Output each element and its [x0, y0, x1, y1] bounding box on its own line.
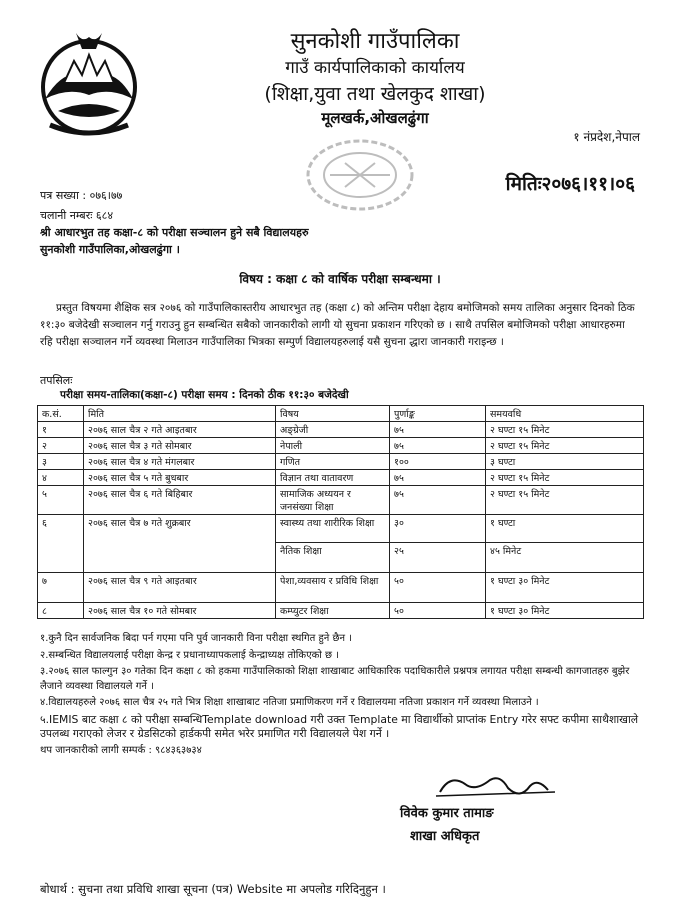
cell-sn: ६: [38, 515, 84, 573]
cell-duration: २ घण्टा १५ मिनेट: [486, 486, 644, 515]
office-title: सुनकोशी गाउँपालिका: [290, 29, 460, 54]
cell-sn: ७: [38, 573, 84, 603]
cell-date: २०७६ साल चैत्र ६ गते बिहिबार: [84, 486, 276, 515]
cell-duration: १ घण्टा ३० मिनेट: [486, 573, 644, 603]
note-item: ३.२०७६ साल फाल्गुन ३० गतेका दिन कक्षा ८ को हकमा गाउँपालिकाको शिक्षा शाखाबाट आधिकारिक पदाधिकारीले प्रश्नपत्र लगायत परीक्षा सम्बन्धी कागजातहरु बुझेर लैजाने व्यवस्था विद्यालयले गर्ने ।: [40, 666, 630, 692]
notes-section: [40, 632, 640, 760]
table-row: [38, 515, 644, 543]
table-header-row: [38, 406, 644, 422]
table-row: [38, 603, 644, 619]
cell-subject: गणित: [276, 454, 390, 470]
cell-subject: विज्ञान तथा वातावरण: [276, 470, 390, 486]
col-header-date: मिति: [84, 406, 276, 422]
exam-schedule-table: [37, 405, 644, 619]
cell-subject: पेशा,व्यवसाय र प्रविधि शिक्षा: [276, 573, 390, 603]
cell-marks: १००: [390, 454, 486, 470]
cell-duration: २ घण्टा १५ मिनेट: [486, 422, 644, 438]
cell-duration: ३ घण्टा: [486, 454, 644, 470]
cell-sn: ५: [38, 486, 84, 515]
note-item: २.सम्बन्धित विद्यालयलाई परीक्षा केन्द्र र प्रधानाध्यापकलाई केन्द्राध्यक्ष तोकिएको छ ।: [40, 649, 340, 661]
cell-duration: १ घण्टा ३० मिनेट: [486, 603, 644, 619]
office-address: १ नंप्रदेश,नेपाल: [573, 130, 640, 144]
table-row: [38, 422, 644, 438]
cell-date: २०७६ साल चैत्र ५ गते बुधबार: [84, 470, 276, 486]
section-title: (शिक्षा,युवा तथा खेलकुद शाखा): [264, 83, 486, 105]
cell-sn: २: [38, 438, 84, 454]
letter-body: प्रस्तुत विषयमा शैक्षिक सत्र २०७६ को गाउँपालिकास्तरीय आधारभुत तह (कक्षा ८) को अन्तिम परीक्षा देहाय बमोजिमको समय तालिका अनुसार दिनको ठिक ११:३० बजेदेखी सञ्चालन गर्नु गराउनु हुन सम्बन्धित सबैको जानकारीको लागी यो सुचना प्रकाशन गरिएको छ । साथै तपसिल बमोजिमको परीक्षा आधारहरुमा रहि परीक्षा सञ्चालन गर्ने व्यवस्था मिलाउन गाउँपालिका भित्रका सम्पुर्ण विद्यालयहरुलाई यसै सुचना द्धारा जानकारी गराइन्छ ।: [40, 302, 635, 348]
cell-subject: स्वास्थ्य तथा शारीरिक शिक्षा: [276, 515, 390, 543]
col-header-duration: समयवधि: [486, 406, 644, 422]
dispatch-number: चलानी नम्बरः ६८४: [40, 209, 114, 222]
handwritten-signature-icon: [380, 770, 570, 806]
cell-subject: अङ्ग्रेजी: [276, 422, 390, 438]
cell-sn: ३: [38, 454, 84, 470]
cell-marks: ५०: [390, 603, 486, 619]
table-row: [38, 438, 644, 454]
letter-subject: विषय : कक्षा ८ को वार्षिक परीक्षा सम्बन्धमा ।: [239, 272, 441, 286]
cell-marks: ७५: [390, 470, 486, 486]
nepal-emblem-icon: [30, 25, 148, 143]
col-header-sn: क.सं.: [38, 406, 84, 422]
cell-date: २०७६ साल चैत्र ४ गते मंगलबार: [84, 454, 276, 470]
recipient-line-1: श्री आधारभुत तह कक्षा-८ को परीक्षा सञ्चालन हुने सबै विद्यालयहरु: [40, 226, 309, 239]
office-stamp-icon: [300, 135, 420, 220]
footer-note: बोधार्थ : सुचना तथा प्रविधि शाखा सूचना (पत्र) Website मा अपलोड गरिदिनुहुन ।: [40, 882, 386, 896]
cell-subject: नैतिक शिक्षा: [276, 543, 390, 573]
contact-note: थप जानकारीको लागी सम्पर्क : ९८४३६३७३४: [40, 744, 202, 756]
cell-subject: नेपाली: [276, 438, 390, 454]
col-header-subject: विषय: [276, 406, 390, 422]
cell-sn: १: [38, 422, 84, 438]
table-row: [38, 486, 644, 515]
cell-duration: १ घण्टा: [486, 515, 644, 543]
cell-subject: कम्प्युटर शिक्षा: [276, 603, 390, 619]
cell-marks: ७५: [390, 438, 486, 454]
signatory-name: विवेक कुमार तामाङ: [400, 806, 494, 821]
cell-marks: ५०: [390, 573, 486, 603]
cell-marks: ७५: [390, 422, 486, 438]
cell-date: २०७६ साल चैत्र ७ गते शुक्रबार: [84, 515, 276, 573]
signatory-post: शाखा अधिकृत: [410, 829, 480, 844]
cell-date: २०७६ साल चैत्र १० गते सोमबार: [84, 603, 276, 619]
letter-date: मितिः२०७६।११।०६: [505, 173, 635, 195]
note-item: ४.विद्यालयहरुले २०७६ साल चैत्र २५ गते भित्र शिक्षा शाखाबाट नतिजा प्रमाणिकरण गर्ने र विद्यालयमा नतिजा प्रकाशन गर्ने व्यवस्था मिलाउने ।: [40, 697, 539, 708]
details-label: तपसिलः: [40, 374, 73, 387]
cell-sn: ८: [38, 603, 84, 619]
cell-duration: २ घण्टा १५ मिनेट: [486, 438, 644, 454]
note-item: ५.IEMIS बाट कक्षा ८ को परीक्षा सम्बन्धिTemplate download गरी उक्त Template मा विद्यार्थीको प्राप्तांक Entry गरेर सफ्ट कपीमा साथैशाखाले उपलब्ध गराएको लेजर र ग्रेडसिटको हार्डकपी समेत भरेर प्रमाणित गरी विद्यालयले पेश गर्ने ।: [40, 712, 639, 740]
table-title: परीक्षा समय-तालिका(कक्षा-८) परीक्षा समय : दिनको ठीक ११:३० बजेदेखी: [60, 389, 349, 401]
cell-subject: सामाजिक अध्ययन र जनसंख्या शिक्षा: [276, 486, 390, 515]
recipient-line-2: सुनकोशी गाउँपालिका,ओखलढुंगा ।: [40, 243, 180, 256]
cell-marks: ३०: [390, 515, 486, 543]
cell-marks: २५: [390, 543, 486, 573]
office-subtitle: गाउँ कार्यपालिकाको कार्यालय: [285, 58, 465, 78]
cell-date: २०७६ साल चैत्र ९ गते आइतबार: [84, 573, 276, 603]
table-row: [38, 470, 644, 486]
cell-sn: ४: [38, 470, 84, 486]
office-location: मूलखर्क,ओखलढुंगा: [321, 109, 429, 127]
cell-date: २०७६ साल चैत्र ३ गते सोमबार: [84, 438, 276, 454]
note-item: १.कुनै दिन सार्वजनिक बिदा पर्न गएमा पनि पुर्व जानकारी विना परीक्षा स्थगित हुने छैन ।: [40, 633, 353, 644]
col-header-marks: पुर्णाङ्क: [390, 406, 486, 422]
cell-date: २०७६ साल चैत्र २ गते आइतबार: [84, 422, 276, 438]
reference-number: पत्र सख्या : ०७६।७७: [40, 189, 123, 202]
table-row: [38, 573, 644, 603]
table-row: [38, 454, 644, 470]
cell-marks: ७५: [390, 486, 486, 515]
cell-duration: २ घण्टा १५ मिनेट: [486, 470, 644, 486]
cell-duration: ४५ मिनेट: [486, 543, 644, 573]
